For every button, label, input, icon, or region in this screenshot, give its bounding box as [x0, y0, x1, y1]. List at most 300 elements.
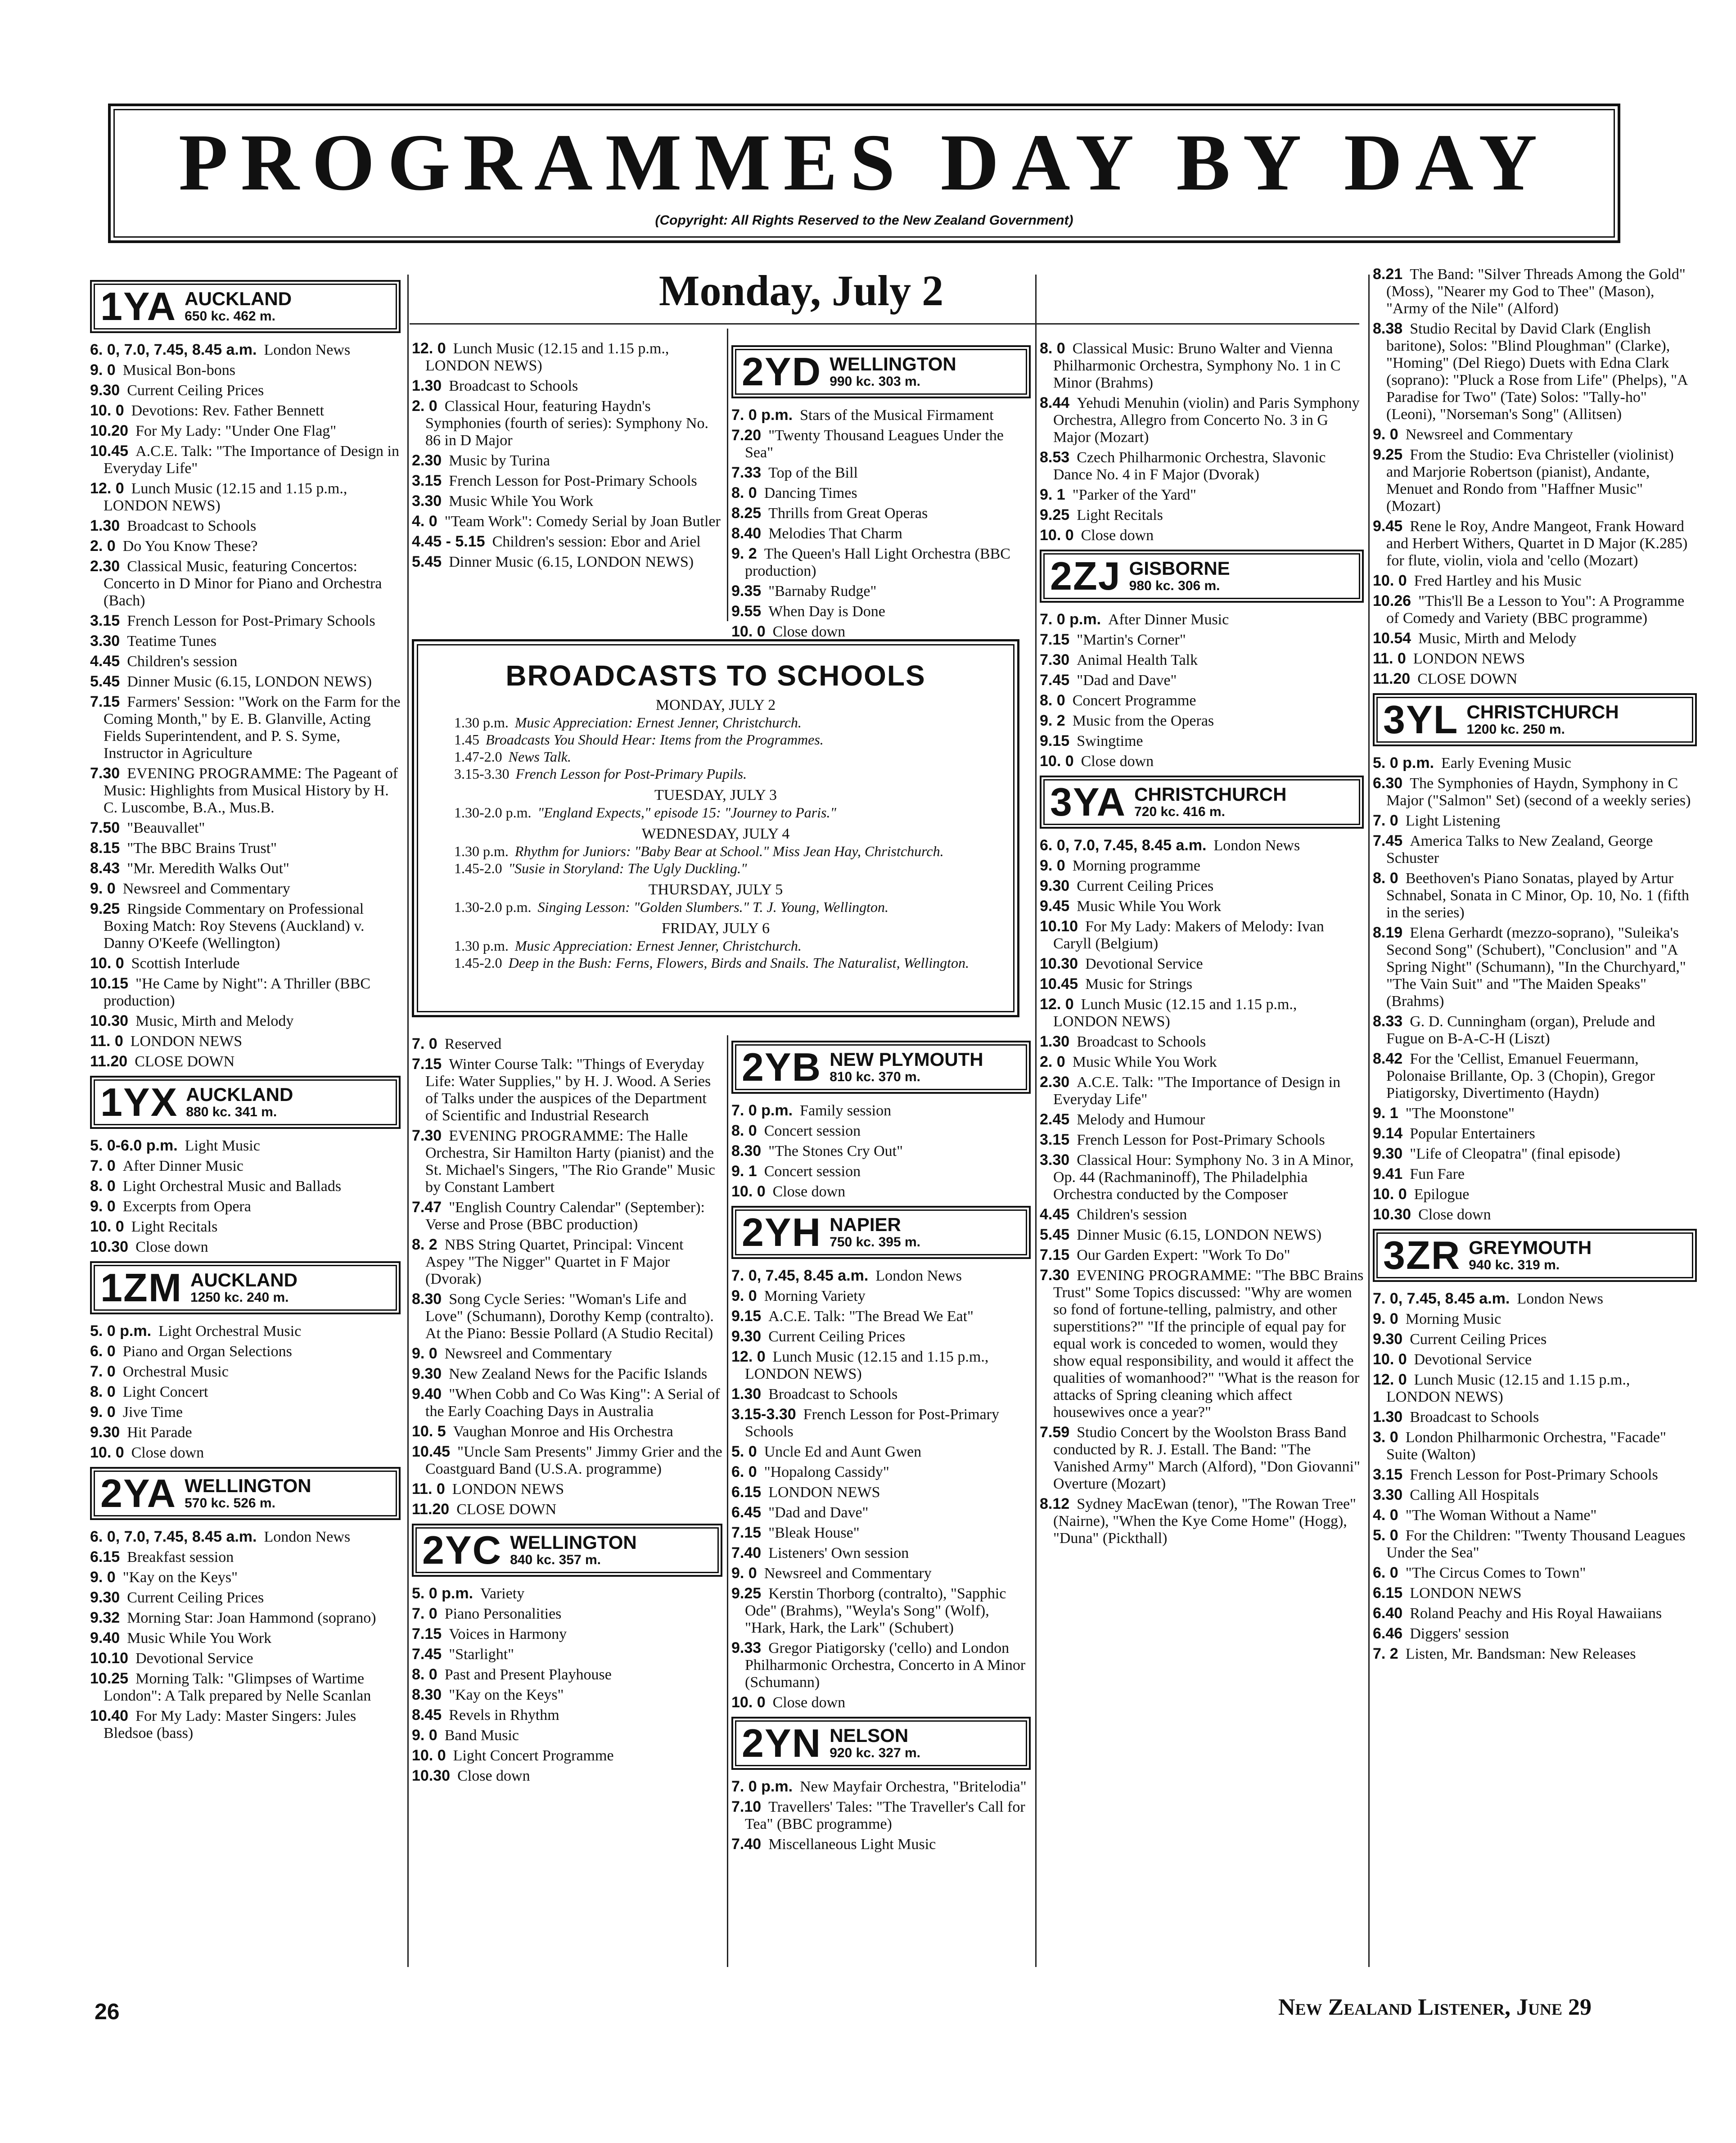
programme-title: Miscellaneous Light Music [768, 1836, 936, 1853]
programme-entry [412, 1365, 722, 1383]
programme-title: Broadcast to Schools [1077, 1033, 1206, 1050]
programme-title: Czech Philharmonic Orchestra, Slavonic Dance No. 4 in F Major (Dvorak) [1053, 449, 1326, 483]
station-call-sign: 2YA [100, 1471, 177, 1516]
programme-title: CLOSE DOWN [1417, 671, 1518, 687]
station-frequency: 570 kc. 526 m. [185, 1496, 275, 1511]
programme-time: 9. 0 [1373, 1310, 1398, 1327]
programme-entry [90, 1178, 401, 1195]
programme-title: "Kay on the Keys" [449, 1687, 564, 1703]
programme-title: Fred Hartley and his Music [1414, 573, 1582, 589]
programme-time: 8.25 [731, 505, 762, 522]
programme-title: The Band: "Silver Threads Among the Gold" (Moss), "Nearer my God to Thee" (Mason), "Army of the Nile" (Alford) [1386, 266, 1686, 317]
programme-entry [731, 1639, 1031, 1691]
programme-entry [1373, 1584, 1697, 1602]
programme-title: Broadcast to Schools [449, 378, 578, 394]
programme-entry [1373, 1625, 1697, 1642]
programme-entry [412, 1127, 722, 1196]
programme-title: London News [264, 342, 351, 358]
programme-entry [1373, 592, 1697, 627]
programme-time: 9. 1 [1373, 1105, 1398, 1122]
page-number: 26 [95, 1999, 120, 2024]
programme-title: London News [1517, 1290, 1604, 1307]
programme-entry [90, 612, 401, 630]
programme-title: Uncle Ed and Aunt Gwen [764, 1444, 922, 1460]
programme-entry [1373, 812, 1697, 830]
programme-title: When Day is Done [768, 603, 885, 620]
programme-title: From the Studio: Eva Christeller (violinist) and Marjorie Robertson (pianist), Andante, Menuet and Rondo from "Haffner Music" (Mozart) [1386, 447, 1674, 514]
programme-time: 9.45 [1373, 518, 1403, 535]
programme-title: Dancing Times [764, 485, 857, 501]
column-4 [1040, 340, 1364, 1550]
programme-time: 8.42 [1373, 1050, 1403, 1067]
station-frequency: 840 kc. 357 m. [510, 1552, 601, 1568]
programme-title: Family session [800, 1102, 892, 1119]
column-3-top [731, 340, 1031, 643]
programme-time: 11. 0 [412, 1480, 445, 1498]
programme-time: 7. 0 [90, 1157, 116, 1174]
station-frequency: 980 kc. 306 m. [1129, 578, 1220, 594]
programme-title: Music While You Work [127, 1630, 272, 1647]
programme-time: 3. 0 [1373, 1429, 1398, 1446]
programme-title: Children's session: Ebor and Ariel [492, 533, 701, 550]
programme-title: LONDON NEWS [452, 1481, 564, 1498]
programme-time: 7.15 [412, 1625, 442, 1642]
programme-time: 7.33 [731, 464, 762, 481]
programme-time: 8.30 [412, 1290, 442, 1308]
programme-entry [731, 1287, 1031, 1305]
station-header-frame [1043, 553, 1360, 599]
programme-title: Music, Mirth and Melody [1418, 630, 1577, 647]
programme-time: 5. 0 [1373, 1527, 1398, 1544]
programme-title: EVENING PROGRAMME: The Pageant of Music: Highlights from Musical History by H. C. Luscombe, B.A., Mus.B. [104, 765, 398, 816]
programme-title: Current Ceiling Prices [127, 1589, 264, 1606]
programme-time: 7.30 [412, 1127, 442, 1144]
programme-title: New Mayfair Orchestra, "Britelodia" [800, 1778, 1027, 1795]
copyright-notice: (Copyright: All Rights Reserved to the New Zealand Government) [655, 213, 1073, 228]
column-2-bottom [412, 1035, 722, 1787]
programme-entry [731, 484, 1031, 502]
programme-entry [90, 537, 401, 555]
programme-time: 4.45 [90, 653, 120, 670]
programme-title: Fun Fare [1410, 1166, 1465, 1182]
programme-title: "The Stones Cry Out" [768, 1143, 903, 1159]
programme-time: 6. 0 [90, 1343, 116, 1360]
station-header-frame [735, 1044, 1027, 1090]
programme-entry [731, 1463, 1031, 1481]
programme-title: "Uncle Sam Presents" Jimmy Grier and the Coastguard Band (U.S.A. programme) [425, 1444, 722, 1477]
station-programme-list [731, 1778, 1031, 1853]
programme-entry [1373, 1186, 1697, 1203]
programme-entry [731, 1585, 1031, 1637]
programme-entry [731, 464, 1031, 482]
programme-time: 7. 0 p.m. [1040, 611, 1101, 628]
programme-title: London News [1213, 837, 1300, 854]
programme-title: "He Came by Night": A Thriller (BBC production) [104, 975, 371, 1009]
programme-title: For My Lady: Master Singers: Jules Bledsoe (bass) [104, 1708, 356, 1741]
programme-time: 9. 0 [90, 361, 116, 379]
programme-title: Current Ceiling Prices [1410, 1331, 1547, 1348]
broadcasts-to-schools-frame [417, 644, 1015, 1012]
programme-time: 7.15 [412, 1056, 442, 1073]
programme-entry [1373, 1371, 1697, 1406]
programme-time: 5. 0 [731, 1443, 757, 1460]
programme-entry [731, 1183, 1031, 1200]
programme-title: "Hopalong Cassidy" [764, 1464, 889, 1480]
programme-title: Children's session [127, 653, 238, 670]
programme-title: Dinner Music (6.15, LONDON NEWS) [127, 673, 372, 690]
programme-time: 2.30 [90, 558, 120, 575]
schools-time: 1.30 p.m. [454, 938, 509, 954]
programme-entry [412, 397, 722, 449]
programme-entry [1373, 1013, 1697, 1047]
schools-description: French Lesson for Post-Primary Pupils. [515, 766, 747, 782]
programme-title: Newsreel and Commentary [764, 1565, 932, 1582]
station-header-frame [735, 1720, 1027, 1766]
station-meta [185, 1476, 311, 1511]
programme-time: 7.30 [1040, 1267, 1070, 1284]
programme-entry [412, 1480, 722, 1498]
programme-time: 9.15 [1040, 732, 1070, 749]
programme-entry [412, 533, 722, 550]
programme-entry [1040, 1246, 1364, 1264]
programme-time: 9.32 [90, 1609, 120, 1626]
publication-footer: New Zealand Listener, June 29 [1278, 1994, 1592, 2020]
station-header-frame [94, 1471, 397, 1516]
programme-entry [1373, 1645, 1697, 1663]
programme-title: Teatime Tunes [127, 633, 216, 650]
programme-time: 10.10 [1040, 918, 1078, 935]
programme-entry [731, 1102, 1031, 1119]
programme-time: 7.47 [412, 1199, 442, 1216]
column-rule [407, 275, 409, 1967]
programme-time: 11.20 [412, 1501, 450, 1518]
programme-title: Rene le Roy, Andre Mangeot, Frank Howard and Herbert Withers, Quartet in D Major (K.285) for flute, violin, viola and 'cello (Mozart) [1386, 518, 1688, 569]
programme-time: 9. 0 [1373, 426, 1398, 443]
programme-time: 7.10 [731, 1798, 762, 1815]
programme-entry [1373, 754, 1697, 772]
programme-title: Excerpts from Opera [122, 1198, 251, 1215]
programme-entry [90, 1650, 401, 1667]
schools-entry [441, 954, 991, 971]
station-header [731, 1206, 1031, 1259]
station-programme-list [731, 1102, 1031, 1200]
programme-title: Classical Hour, featuring Haydn's Symphonies (fourth of series): Symphony No. 86 in D Major [425, 398, 708, 449]
programme-time: 9. 0 [731, 1287, 757, 1304]
programme-title: Close down [772, 1183, 846, 1200]
programme-title: "Dad and Dave" [1077, 672, 1177, 689]
programme-title: Voices in Harmony [449, 1626, 567, 1642]
station-header-frame [1376, 1232, 1693, 1278]
station-header [1373, 693, 1697, 746]
programme-title: Elena Gerhardt (mezzo-soprano), "Suleika's Second Song" (Schubert), "Conclusion" and "A Spring Night" (Schumann), "In the Churchyard," "The Vain Suit" and "The Maiden Speaks" (Brahms) [1386, 925, 1686, 1010]
programme-entry [1373, 1050, 1697, 1102]
programme-title: Beethoven's Piano Sonatas, played by Artur Schnabel, Sonata in C Minor, Op. 10, No. 1 (fifth in the series) [1386, 870, 1689, 921]
programme-title: Lunch Music (12.15 and 1.15 p.m., LONDON NEWS) [1386, 1372, 1630, 1405]
programme-title: French Lesson for Post-Primary Schools [745, 1406, 999, 1440]
programme-title: Close down [457, 1768, 530, 1784]
station-city: GREYMOUTH [1469, 1236, 1592, 1258]
programme-time: 9. 0 [412, 1727, 437, 1744]
programme-entry [1373, 1206, 1697, 1223]
programme-entry [731, 623, 1031, 641]
schools-entry [441, 765, 991, 782]
programme-title: Morning Talk: "Glimpses of Wartime London": A Talk prepared by Nelle Scanlan [104, 1670, 371, 1704]
programme-time: 8. 0 [731, 484, 757, 501]
programme-time: 7. 0, 7.45, 8.45 a.m. [731, 1267, 869, 1284]
programme-title: Animal Health Talk [1077, 652, 1198, 668]
programme-time: 10. 0 [1373, 1186, 1407, 1203]
programme-title: "Dad and Dave" [768, 1504, 869, 1521]
programme-title: Farmers' Session: "Work on the Farm for the Coming Month," by E. B. Glanville, Acting Fields Superintendent, and P. S. Syme, Instructor in Agriculture [104, 694, 401, 762]
programme-time: 3.15 [1373, 1466, 1403, 1483]
programme-time: 10. 0 [90, 402, 124, 419]
programme-time: 10. 0 [90, 1444, 124, 1461]
station-programme-list [1373, 754, 1697, 1223]
programme-title: Broadcast to Schools [768, 1386, 898, 1403]
programme-entry [731, 1504, 1031, 1521]
station-meta [1129, 559, 1230, 594]
programme-entry [1373, 1331, 1697, 1348]
programme-title: "The Moonstone" [1405, 1105, 1515, 1122]
programme-entry [90, 422, 401, 440]
programme-time: 7.45 [1373, 832, 1403, 849]
column-rule [727, 1035, 728, 1967]
programme-entry [1373, 1125, 1697, 1142]
programme-entry [1040, 712, 1364, 730]
programme-title: Close down [1081, 753, 1154, 770]
programme-title: Classical Music, featuring Concertos: Concerto in D Minor for Piano and Orchestra (Bach) [104, 558, 382, 609]
programme-entry [90, 1218, 401, 1236]
programme-time: 8. 0 [1040, 692, 1065, 709]
programme-entry [90, 955, 401, 972]
station-header [90, 280, 401, 333]
programme-entry [1373, 1290, 1697, 1308]
station-programme-list [1040, 837, 1364, 1547]
programme-entry [1040, 527, 1364, 544]
programme-title: Piano Personalities [444, 1606, 562, 1622]
programme-entry [412, 452, 722, 469]
programme-entry [1373, 670, 1697, 688]
station-call-sign: 2YH [742, 1210, 822, 1254]
programme-time: 8.45 [412, 1706, 442, 1723]
programme-title: Newsreel and Commentary [122, 880, 290, 897]
station-header-frame [735, 349, 1027, 395]
programme-time: 7. 0 [412, 1035, 437, 1052]
programme-entry [1373, 1310, 1697, 1328]
schools-description: Deep in the Bush: Ferns, Flowers, Birds and Snails. The Naturalist, Wellington. [508, 955, 969, 971]
station-programme-list [731, 1267, 1031, 1711]
programme-entry [1373, 1165, 1697, 1183]
station-frequency: 1250 kc. 240 m. [190, 1290, 289, 1305]
programme-time: 6.15 [1373, 1584, 1403, 1602]
programme-time: 5.45 [1040, 1226, 1070, 1243]
programme-entry [1040, 1151, 1364, 1203]
programme-entry [1373, 1564, 1697, 1582]
programme-entry [731, 1544, 1031, 1562]
programme-time: 10.54 [1373, 630, 1411, 647]
programme-entry [731, 505, 1031, 522]
programme-entry [1040, 1033, 1364, 1051]
programme-time: 1.30 [412, 377, 442, 394]
station-meta [830, 1050, 983, 1085]
programme-time: 3.30 [412, 492, 442, 510]
schools-time: 1.30 p.m. [454, 714, 509, 731]
programme-title: Morning Music [1405, 1311, 1502, 1327]
programme-time: 11. 0 [90, 1033, 123, 1050]
programme-entry [1040, 611, 1364, 628]
programme-time: 9.40 [412, 1385, 442, 1403]
programme-time: 2.30 [412, 452, 442, 469]
programme-time: 8.30 [731, 1142, 762, 1159]
programme-title: Our Garden Expert: "Work To Do" [1077, 1247, 1290, 1263]
column-rule [1368, 275, 1370, 1967]
schools-time: 1.30 p.m. [454, 843, 509, 859]
page-title: PROGRAMMES DAY BY DAY [178, 117, 1550, 207]
programme-entry [1040, 486, 1364, 504]
programme-entry [1373, 266, 1697, 317]
programme-time: 3.30 [1040, 1151, 1070, 1168]
programme-time: 1.30 [1040, 1033, 1070, 1050]
programme-entry [731, 1484, 1031, 1501]
programme-entry [1373, 1351, 1697, 1368]
programme-entry [1040, 1424, 1364, 1493]
programme-title: Kerstin Thorborg (contralto), "Sapphic Ode" (Brahms), "Weyla's Song" (Wolf), "Hark, Hark, the Lark" (Schubert) [745, 1585, 1006, 1636]
broadcasts-to-schools-box [412, 639, 1019, 1017]
programme-entry [90, 558, 401, 609]
programme-title: "This'll Be a Lesson to You": A Programme of Comedy and Variety (BBC programme) [1386, 593, 1685, 627]
programme-entry [731, 1443, 1031, 1461]
programme-time: 9. 0 [412, 1345, 437, 1362]
programme-time: 10.26 [1373, 592, 1411, 609]
programme-entry [731, 1836, 1031, 1853]
programme-title: Scottish Interlude [131, 955, 240, 972]
schools-entry [441, 748, 991, 765]
station-header [90, 1076, 401, 1129]
programme-title: "Beauvallet" [127, 820, 205, 836]
schools-description: Singing Lesson: "Golden Slumbers." T. J. Young, Wellington. [537, 899, 889, 915]
programme-time: 8. 0 [90, 1383, 116, 1400]
programme-time: 8.12 [1040, 1495, 1070, 1512]
programme-time: 12. 0 [90, 480, 124, 497]
programme-title: Ringside Commentary on Professional Boxing Match: Roy Stevens (Auckland) v. Danny O'Keefe (Wellington) [104, 901, 365, 952]
programme-time: 7. 0 [90, 1363, 116, 1380]
programme-title: Calling All Hospitals [1410, 1487, 1539, 1503]
station-frequency: 990 kc. 303 m. [830, 374, 921, 389]
programme-entry [90, 1444, 401, 1462]
programme-title: Lunch Music (12.15 and 1.15 p.m., LONDON NEWS) [1053, 996, 1297, 1030]
programme-time: 10. 0 [1373, 572, 1407, 589]
programme-entry [90, 1012, 401, 1030]
station-call-sign: 3ZR [1383, 1233, 1461, 1277]
programme-time: 8.19 [1373, 924, 1403, 941]
station-header [1373, 1229, 1697, 1282]
programme-entry [731, 427, 1031, 461]
programme-entry [90, 673, 401, 690]
programme-title: Band Music [444, 1727, 519, 1744]
programme-time: 7.50 [90, 819, 120, 836]
programme-title: "The Circus Comes to Town" [1405, 1565, 1586, 1581]
schools-day-heading: FRIDAY, JULY 6 [661, 920, 770, 937]
programme-entry [1373, 1527, 1697, 1561]
station-header-frame [735, 1209, 1027, 1255]
programme-title: Lunch Music (12.15 and 1.15 p.m., LONDON NEWS) [745, 1349, 989, 1382]
programme-time: 6. 0, 7.0, 7.45, 8.45 a.m. [90, 1528, 257, 1545]
programme-time: 12. 0 [412, 340, 446, 357]
schools-description: Music Appreciation: Ernest Jenner, Christchurch. [514, 938, 802, 954]
programme-title: Studio Recital by David Clark (English baritone), Solos: "Blind Ploughman" (Clarke), "Homing" (Del Riego) Duets with Edna Clark (soprano): "Pluck a Rose from Life" (Phelps), "A Paradise for Two" (Tate) Solos: "Tally-ho" (Leoni), "Norseman's Song" (Allitsen) [1386, 320, 1687, 423]
programme-entry [412, 1423, 722, 1440]
programme-time: 7.59 [1040, 1424, 1070, 1441]
programme-title: LONDON NEWS [768, 1484, 880, 1501]
programme-title: LONDON NEWS [1410, 1585, 1522, 1602]
programme-title: Dinner Music (6.15, LONDON NEWS) [1077, 1227, 1322, 1243]
station-city: AUCKLAND [186, 1083, 293, 1105]
programme-time: 9.30 [90, 382, 120, 399]
schools-entry [441, 860, 991, 877]
programme-time: 11.20 [90, 1053, 128, 1070]
column-3-bottom [731, 1035, 1031, 1856]
station-meta [185, 289, 292, 324]
schools-description: "England Expects," episode 15: "Journey to Paris." [537, 804, 836, 821]
station-programme-list [1373, 1290, 1697, 1663]
programme-time: 1.30 [90, 517, 120, 534]
programme-entry [90, 1322, 401, 1340]
programme-entry [1040, 394, 1364, 446]
programme-entry [731, 582, 1031, 600]
schools-description: News Talk. [508, 749, 571, 765]
programme-title: Light Orchestral Music [158, 1323, 302, 1340]
programme-title: NBS String Quartet, Principal: Vincent Aspey "The Nigger" Quartet in F Major (Dvorak) [425, 1236, 684, 1287]
programme-time: 7. 0, 7.45, 8.45 a.m. [1373, 1290, 1510, 1307]
programme-time: 7. 0 p.m. [731, 1778, 793, 1795]
programme-title: America Talks to New Zealand, George Schuster [1386, 833, 1653, 866]
programme-entry [90, 839, 401, 857]
programme-title: The Symphonies of Haydn, Symphony in C Major ("Salmon" Set) (second of a weekly series) [1386, 775, 1691, 809]
programme-title: Music, Mirth and Melody [135, 1013, 294, 1029]
programme-entry [412, 1236, 722, 1288]
schools-entry [441, 937, 991, 954]
schools-entry [441, 731, 991, 748]
programme-entry [412, 340, 722, 374]
programme-entry [90, 341, 401, 359]
programme-title: LONDON NEWS [1413, 650, 1525, 667]
programme-entry [412, 1199, 722, 1233]
programme-entry [90, 480, 401, 514]
column-rule [1035, 275, 1037, 1967]
programme-entry [412, 553, 722, 571]
station-programme-list [90, 1137, 401, 1256]
programme-time: 10.30 [1373, 1206, 1411, 1223]
programme-entry [412, 377, 722, 395]
programme-time: 6. 0 [1373, 1564, 1398, 1581]
programme-entry [731, 1348, 1031, 1383]
programme-entry [1040, 975, 1364, 993]
programme-title: Morning Star: Joan Hammond (soprano) [127, 1610, 376, 1626]
programme-title: Light Listening [1405, 812, 1501, 829]
station-header [1040, 550, 1364, 603]
station-call-sign: 2ZJ [1050, 554, 1121, 598]
programme-entry [731, 406, 1031, 424]
programme-time: 8. 0 [1373, 870, 1398, 887]
programme-title: "Martin's Corner" [1077, 632, 1186, 648]
station-meta [830, 1726, 920, 1761]
station-call-sign: 1ZM [100, 1265, 182, 1310]
station-header-frame [94, 284, 397, 329]
programme-time: 8.15 [90, 839, 120, 857]
programme-time: 7.15 [731, 1524, 762, 1541]
programme-entry [1040, 918, 1364, 952]
schools-entry [441, 843, 991, 860]
